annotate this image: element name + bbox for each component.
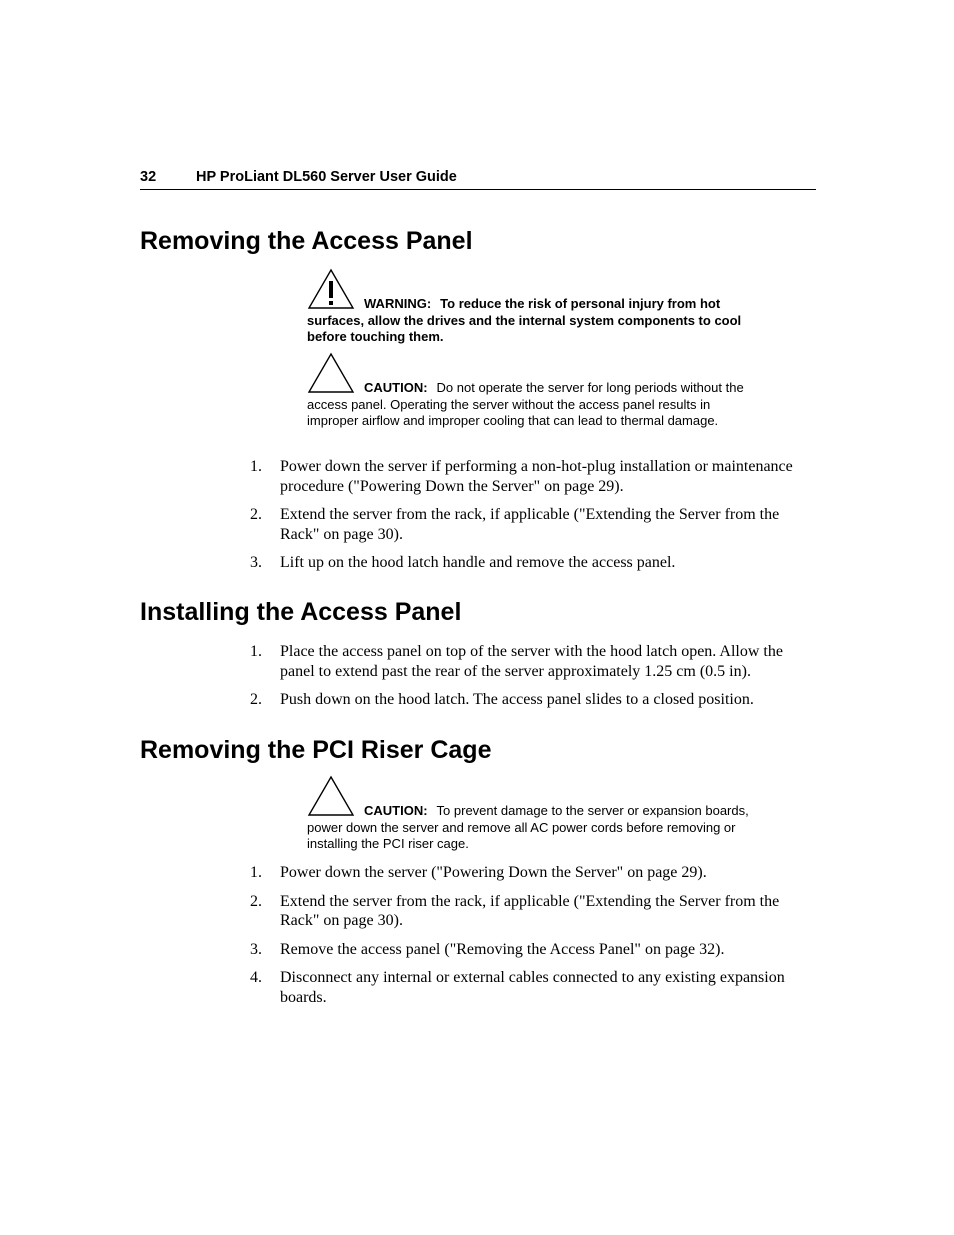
procedure-steps [250,457,816,582]
list-item: 1. Power down the server ("Powering Down the Server" on page 29). [250,864,707,881]
notice-label: WARNING: [364,296,432,311]
procedure-steps [250,863,816,1016]
warning-icon [307,268,355,310]
procedure-steps [250,642,816,719]
page-number: 32 [140,169,157,185]
section-heading: Removing the Access Panel [140,227,473,255]
notice-label: CAUTION: [364,803,428,818]
list-item: 1. Power down the server if performing a non-hot-plug installation or maintenance procedure ("Powering Down the Server" on page 29). [250,458,793,495]
section-heading: Removing the PCI Riser Cage [140,736,492,764]
notice-label: CAUTION: [364,380,428,395]
list-item: 2. Push down on the hood latch. The access panel slides to a closed position. [250,691,754,708]
notice-text: To prevent damage to the server or expansion boards, power down the server and remove all AC power cords before removing or installing the PCI riser cage. [307,803,749,851]
warning-notice [307,268,757,346]
caution-icon [307,775,355,817]
notice-text: Do not operate the server for long periods without the access panel. Operating the server without the access panel results in improper airflow and improper cooling that can lead to thermal damage. [307,380,744,428]
caution-icon [307,352,355,394]
list-item: 2. Extend the server from the rack, if applicable ("Extending the Server from the Rack" on page 30). [250,506,780,543]
running-title: HP ProLiant DL560 Server User Guide [196,169,457,185]
list-item: 2. Extend the server from the rack, if applicable ("Extending the Server from the Rack" on page 30). [250,892,780,929]
list-item: 1. Place the access panel on top of the server with the hood latch open. Allow the panel to extend past the rear of the server approximately 1.25 cm (0.5 in). [250,643,783,680]
notice-text: To reduce the risk of personal injury from hot surfaces, allow the drives and the internal system components to cool before touching them. [307,296,742,344]
list-item: 4. Disconnect any internal or external cables connected to any existing expansion boards. [250,969,785,1006]
running-header [140,169,816,190]
caution-notice [307,352,757,430]
caution-notice [307,775,757,853]
list-item: 3. Lift up on the hood latch handle and remove the access panel. [250,554,676,571]
list-item: 3. Remove the access panel ("Removing the Access Panel" on page 32). [250,940,725,958]
section-heading: Installing the Access Panel [140,598,462,626]
